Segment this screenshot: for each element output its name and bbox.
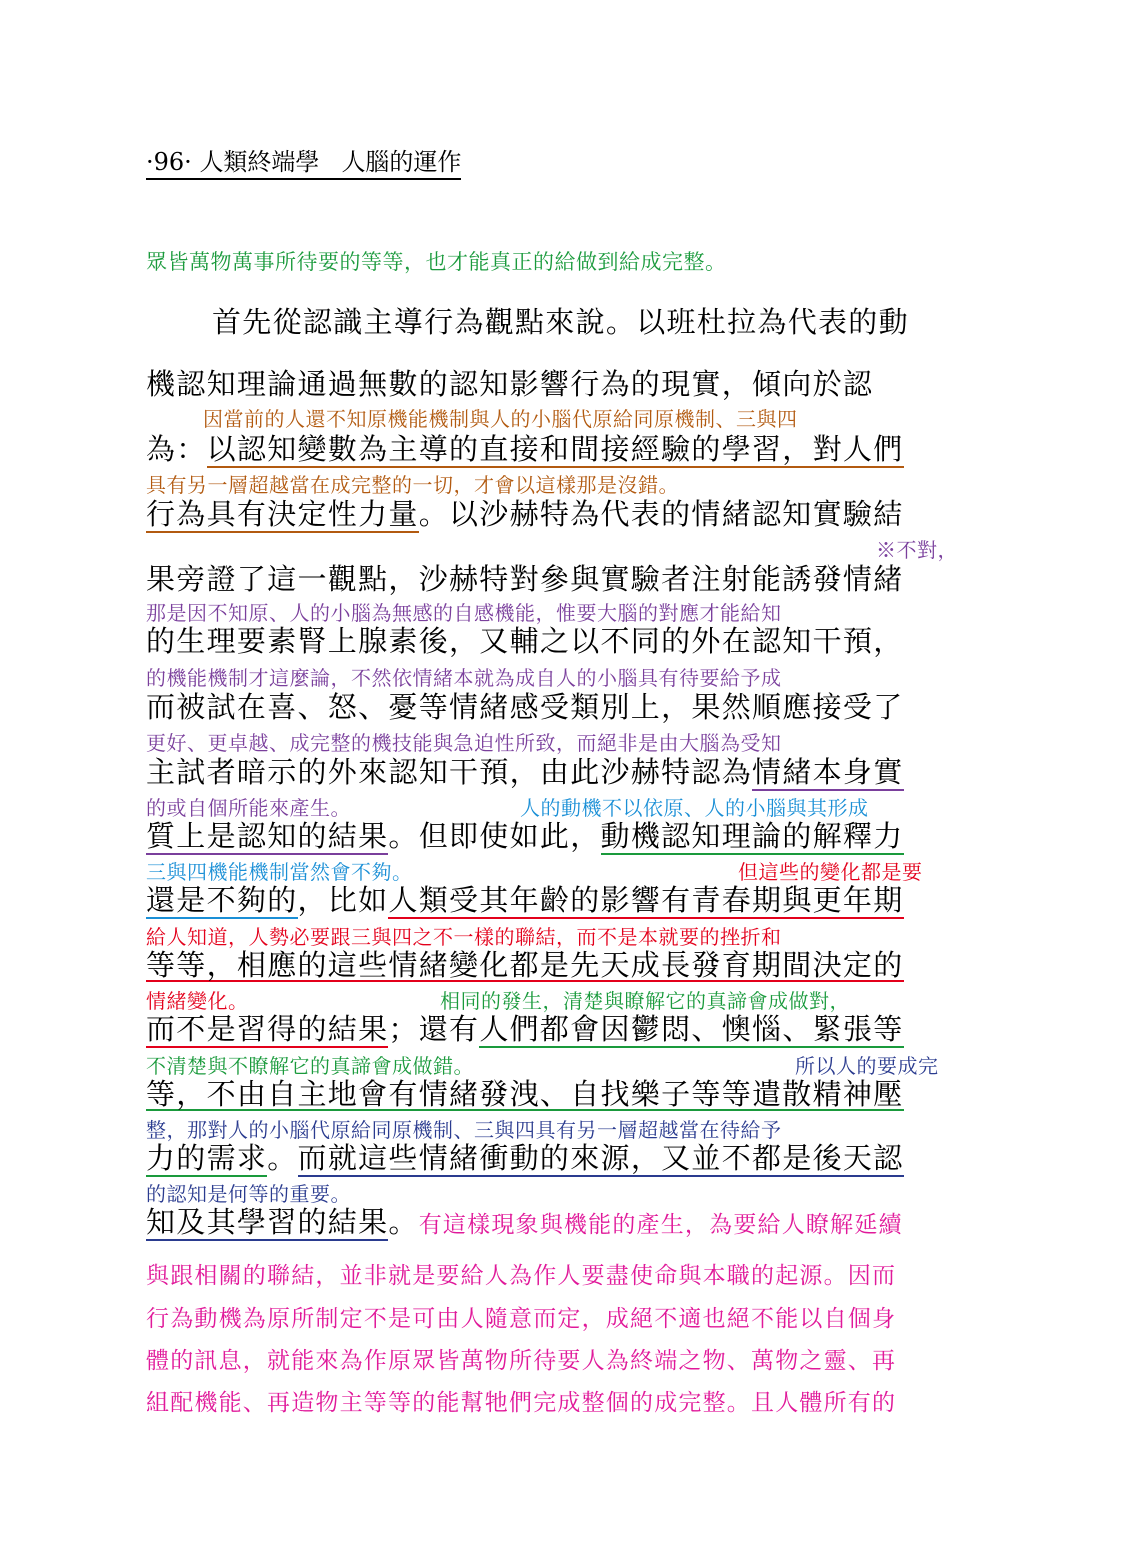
annotation-line: 因當前的人還不知原機能機制與人的小腦代原給同原機制、三與四: [203, 407, 798, 431]
annotation-line: 相同的發生，清楚與瞭解它的真諦會成做對，: [440, 989, 850, 1013]
underlined-phrase: 動機認知理論的解釋力: [600, 819, 904, 853]
annotation-line: 人的動機不以依原、人的小腦與其形成: [520, 796, 869, 820]
chapter-title: 人腦的運作: [341, 148, 462, 176]
annotation-line: 但這些的變化都是要: [738, 860, 923, 884]
commentary-line: 組配機能、再造物主等等的能幫牠們完成整個的成完整。且人體所有的: [146, 1390, 897, 1416]
annotation-line: 那是因不知原、人的小腦為無感的自感機能，惟要大腦的對應才能給知: [146, 601, 782, 625]
underlined-phrase: 還是不夠的: [146, 883, 298, 917]
commentary-line: 體的訊息，就能來為作原眾皆萬物所待要人為終端之物、萬物之靈、再: [146, 1348, 897, 1374]
annotation-line: 的認知是何等的重要。: [146, 1182, 351, 1206]
body-line: 等等，相應的這些情緒變化都是先天成長發育期間決定的: [146, 948, 904, 982]
annotation-line: 情緒變化。: [146, 989, 249, 1013]
annotation-line: 不清楚與不瞭解它的真諦會成做錯。: [146, 1054, 474, 1078]
annotation-line: 所以人的要成完: [795, 1054, 939, 1078]
underlined-phrase: 人類受其年齡的影響有青春期與更年期: [388, 883, 904, 917]
underlined-phrase: 以認知變數為主導的直接和間接經驗的學習，對人們: [206, 432, 904, 466]
body-line: 的生理要素腎上腺素後，又輔之以不同的外在認知干預，: [146, 624, 904, 658]
body-line: 而被試在喜、怒、憂等情緒感受類別上，果然順應接受了: [146, 690, 904, 724]
annotation-line: 的機能機制才這麼論，不然依情緒本就為成自人的小腦具有待要給予成: [146, 666, 782, 690]
annotation-line: 整，那對人的小腦代原給同原機制、三與四具有另一層超越當在待給予: [146, 1118, 782, 1142]
annotation-line: 給人知道，人勢必要跟三與四之不一樣的聯結，而不是本就要的挫折和: [146, 925, 782, 949]
body-line: 力的需求。而就這些情緒衝動的來源，又並不都是後天認: [146, 1141, 904, 1175]
commentary-line: 與跟相關的聯結，並非就是要給人為作人要盡使命與本職的起源。因而: [146, 1263, 897, 1289]
annotation-line: 具有另一層超越當在成完整的一切，才會以這樣那是沒錯。: [146, 473, 679, 497]
annotation-line: 更好、更卓越、成完整的機技能與急迫性所致，而絕非是由大腦為受知: [146, 731, 782, 755]
body-line: 等，不由自主地會有情緒發洩、自找樂子等等遣散精神壓: [146, 1077, 904, 1111]
underlined-phrase: 行為具有決定性力量: [146, 497, 419, 531]
annotation-line: 的或自個所能來產生。: [146, 796, 351, 820]
book-title: 人類終端學: [199, 148, 320, 176]
underlined-phrase: 知及其學習的結果: [146, 1205, 389, 1239]
body-line: 為：以認知變數為主導的直接和間接經驗的學習，對人們: [146, 432, 904, 466]
body-line: 質上是認知的結果。但即使如此，動機認知理論的解釋力: [146, 819, 904, 853]
body-line: 首先從認識主導行為觀點來說。以班杜拉為代表的動: [212, 305, 909, 339]
underlined-phrase: 而就這些情緒衝動的來源，又並不都是後天認: [297, 1141, 904, 1175]
annotation-line: ※不對，: [876, 538, 958, 562]
underlined-phrase: 質上是認知的結果: [146, 819, 389, 853]
body-line: 還是不夠的，比如人類受其年齡的影響有青春期與更年期: [146, 883, 904, 917]
body-line: 知及其學習的結果。有這樣現象與機能的產生，為要給人瞭解延續: [146, 1205, 903, 1239]
body-line: 行為具有決定性力量。以沙赫特為代表的情緒認知實驗結: [146, 497, 904, 531]
underlined-phrase: 力的需求: [146, 1141, 268, 1175]
underlined-phrase: 人們都會因鬱悶、懊惱、緊張等: [479, 1012, 904, 1046]
running-header: [146, 150, 461, 180]
annotation-line: 眾皆萬物萬事所待要的等等，也才能真正的給做到給成完整。: [146, 250, 727, 274]
annotation-inline: 有這樣現象與機能的產生，為要給人瞭解延續: [418, 1212, 903, 1238]
commentary-line: 行為動機為原所制定不是可由人隨意而定，成絕不適也絕不能以自個身: [146, 1306, 897, 1332]
page-number: ·96·: [146, 148, 192, 176]
annotation-line: 三與四機能機制當然會不夠。: [146, 860, 413, 884]
underlined-phrase: 情緒本身實: [752, 755, 904, 789]
body-line: 果旁證了這一觀點，沙赫特對參與實驗者注射能誘發情緒: [146, 562, 904, 596]
underlined-phrase: 而不是習得的結果: [146, 1012, 389, 1046]
body-line: 機認知理論通過無數的認知影響行為的現實，傾向於認: [146, 367, 874, 401]
body-line: 主試者暗示的外來認知干預，由此沙赫特認為情緒本身實: [146, 755, 904, 789]
body-line: 而不是習得的結果；還有人們都會因鬱悶、懊惱、緊張等: [146, 1012, 904, 1046]
